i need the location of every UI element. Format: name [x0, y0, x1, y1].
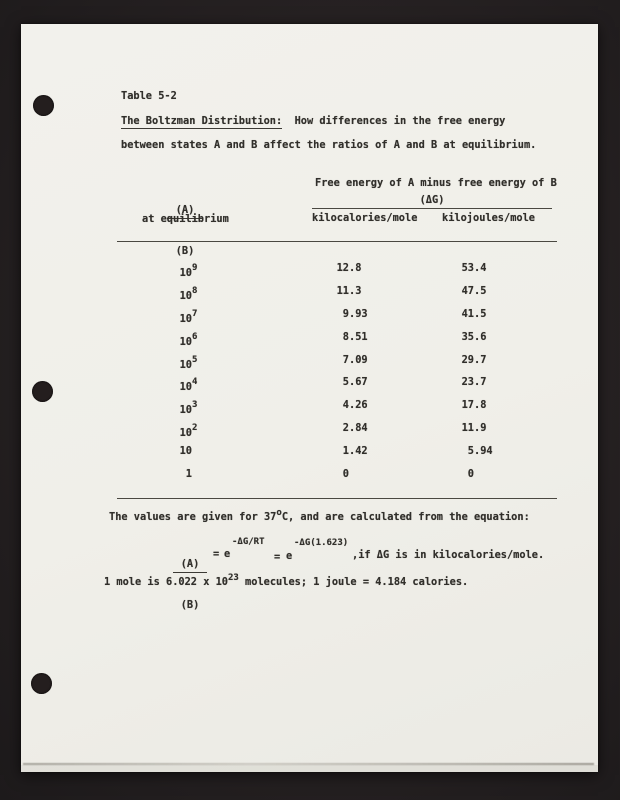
kilojoules-value-integer: 53	[461, 262, 474, 274]
kilojoules-value-fraction: .4	[474, 262, 487, 274]
avogadro-exponent-superscript: 23	[228, 573, 239, 583]
degree-superscript: o	[276, 508, 282, 518]
punch-hole-top	[33, 95, 54, 116]
kilocalories-value	[330, 468, 349, 481]
kilocalories-value	[330, 308, 368, 321]
table-title	[121, 115, 505, 128]
kilojoules-value-integer: 29	[461, 353, 474, 366]
kilocalories-value-integer: 4	[342, 399, 349, 412]
kilojoules-value-integer: 11	[461, 422, 474, 435]
column-header-kilojoules: kilojoules/mole	[442, 212, 535, 224]
kilojoules-value-integer: 47	[461, 284, 474, 297]
ratio-base: 10	[179, 267, 192, 279]
table-title-line2: between states A and B affect the ratios of A and B at equilibrium.	[121, 139, 537, 151]
kilocalories-value	[330, 354, 368, 367]
energy-column-header: Free energy of A minus free energy of B	[315, 177, 557, 189]
ratio-base: 1	[185, 468, 192, 481]
equation-e-base-2: e	[286, 550, 293, 562]
kilocalories-value	[330, 331, 368, 344]
equation-numerator: (A)	[173, 558, 207, 573]
kilojoules-value	[455, 262, 486, 275]
footnote-line2: 1 mole is 6.022 x 1023 molecules; 1 joule = 4.184 calories.	[104, 573, 469, 588]
kilojoules-value	[455, 354, 486, 367]
table-row	[21, 374, 598, 397]
kilocalories-value-integer: 0	[342, 468, 349, 481]
kilojoules-value-integer: 35	[461, 330, 474, 343]
equation-exponent-1: -ΔG/RT	[232, 537, 265, 547]
ratio-exponent: 6	[192, 331, 198, 342]
ratio-value	[173, 285, 197, 303]
table-row	[21, 283, 598, 306]
kilocalories-value-integer: 2	[342, 422, 349, 435]
ratio-exponent: 9	[192, 263, 198, 273]
ratio-value	[173, 445, 192, 458]
equation-exponent-2: -ΔG(1.623)	[294, 538, 349, 548]
energy-column-subheader: (ΔG)	[419, 194, 445, 206]
kilojoules-value	[455, 308, 486, 321]
kilocalories-value	[330, 422, 368, 435]
table-row	[21, 352, 598, 375]
ratio-base: 10	[179, 312, 192, 325]
kilocalories-value-integer: 12	[336, 262, 349, 274]
equation-condition-text: ,if ΔG is in kilocalories/mole.	[352, 549, 545, 561]
ratio-base: 10	[179, 381, 192, 394]
kilojoules-value-fraction: .7	[474, 376, 487, 389]
footnote-line1: The values are given for 37oC, and are calculated from the equation:	[109, 508, 530, 523]
ratio-exponent: 8	[192, 285, 198, 296]
table-label: Table 5-2	[121, 90, 177, 102]
ratio-exponent: 7	[192, 308, 198, 319]
kilocalories-value-integer: 8	[342, 330, 349, 343]
table-row	[21, 329, 598, 352]
ratio-exponent: 2	[192, 423, 198, 434]
kilojoules-value-integer: 0	[467, 468, 474, 481]
kilojoules-value-fraction: .6	[474, 330, 487, 343]
table-title-underlined: The Boltzman Distribution:	[121, 115, 283, 127]
kilocalories-value-fraction: .67	[349, 376, 368, 389]
ratio-base: 10	[179, 427, 192, 440]
kilojoules-value-integer: 17	[461, 399, 474, 412]
kilojoules-value	[455, 331, 486, 344]
document-page	[21, 24, 598, 772]
kilocalories-value-fraction: .51	[349, 330, 368, 343]
equation-denominator: (B)	[180, 599, 200, 611]
ratio-denominator: (B)	[175, 245, 195, 257]
equation-equals-2: =	[274, 551, 281, 563]
ratio-base: 10	[179, 404, 192, 417]
equation-e-base-1: e	[224, 548, 231, 560]
table-row	[21, 397, 598, 420]
energy-header-rule	[312, 208, 552, 209]
kilocalories-value-fraction: .26	[349, 399, 368, 412]
kilocalories-value-integer: 7	[342, 353, 349, 366]
column-header-kilocalories: kilocalories/mole	[312, 212, 418, 224]
kilocalories-value	[330, 376, 368, 389]
kilojoules-value-integer: 23	[461, 376, 474, 389]
kilojoules-value	[455, 285, 486, 298]
underlying-sheet-edge	[23, 763, 594, 765]
ratio-exponent: 3	[192, 400, 198, 411]
ratio-value	[173, 468, 192, 481]
kilojoules-value-fraction: .8	[474, 399, 487, 412]
table-header-rule	[117, 241, 557, 242]
kilojoules-value-fraction: .94	[474, 445, 493, 458]
punch-hole-bottom	[31, 673, 52, 694]
kilojoules-value	[455, 422, 486, 435]
table-row	[21, 420, 598, 443]
table-row	[21, 306, 598, 329]
ratio-exponent: 5	[192, 354, 198, 365]
kilojoules-value	[455, 399, 486, 412]
kilocalories-value-fraction: .42	[349, 445, 368, 458]
table-row	[21, 466, 598, 489]
kilojoules-value	[455, 445, 493, 458]
table-footer-rule	[117, 498, 557, 499]
kilojoules-value-fraction: .5	[474, 284, 487, 297]
ratio-value	[173, 262, 197, 280]
ratio-value	[173, 399, 197, 417]
ratio-exponent: 4	[192, 377, 198, 388]
kilojoules-value-integer: 5	[467, 445, 474, 458]
ratio-value	[173, 331, 197, 349]
kilojoules-value	[455, 468, 474, 481]
ratio-value	[173, 422, 197, 440]
kilocalories-value-fraction: .3	[349, 284, 362, 297]
kilocalories-value	[330, 445, 368, 458]
equation-equals-1: =	[213, 548, 220, 560]
table-title-rest: How differences in the free energy	[282, 115, 506, 127]
ratio-base: 10	[179, 358, 192, 371]
ratio-value	[173, 354, 197, 372]
table-row	[21, 260, 598, 283]
kilocalories-value-integer: 1	[342, 445, 349, 458]
kilocalories-value-integer: 5	[342, 376, 349, 389]
ratio-base: 10	[179, 445, 192, 458]
ratio-base: 10	[179, 335, 192, 348]
kilojoules-value	[455, 376, 486, 389]
kilocalories-value-fraction: .09	[349, 353, 368, 366]
ratio-value	[173, 308, 197, 326]
kilojoules-value-fraction: .7	[474, 353, 487, 366]
kilojoules-value-fraction: .9	[474, 422, 487, 435]
ratio-caption: at equilibrium	[142, 213, 229, 225]
kilocalories-value-integer: 9	[342, 307, 349, 320]
ratio-base: 10	[179, 289, 192, 302]
kilojoules-value-fraction: .5	[474, 307, 487, 320]
kilocalories-value	[330, 285, 361, 298]
table-row	[21, 443, 598, 466]
kilocalories-value	[330, 399, 368, 412]
table-body	[21, 260, 598, 489]
kilocalories-value-fraction: .8	[349, 262, 362, 274]
kilocalories-value-fraction: .93	[349, 307, 368, 320]
ratio-value	[173, 376, 197, 394]
kilocalories-value	[330, 262, 361, 275]
kilojoules-value-integer: 41	[461, 307, 474, 320]
kilocalories-value-fraction: .84	[349, 422, 368, 435]
kilocalories-value-integer: 11	[336, 284, 349, 297]
ratio-numerator: (A)	[167, 204, 203, 219]
